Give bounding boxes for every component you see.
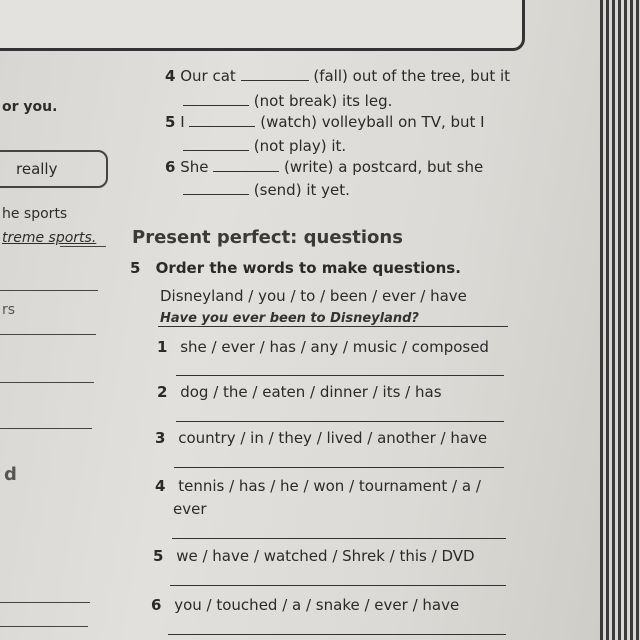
answer-line[interactable] — [176, 421, 504, 422]
item-text: you / touched / a / snake / ever / have — [174, 596, 460, 614]
header-box — [0, 0, 525, 51]
answer-line[interactable] — [168, 634, 506, 635]
task-heading — [130, 259, 461, 277]
exercise-item — [165, 158, 483, 176]
item-cont: (send) it yet. — [253, 181, 350, 199]
item-text: she / ever / has / any / music / composed — [180, 338, 489, 356]
fill-blank — [183, 182, 249, 195]
exercise-item-cont — [183, 137, 346, 155]
question-item — [155, 477, 481, 495]
question-item — [151, 596, 459, 614]
exercise-item-cont — [183, 92, 392, 110]
fill-blank — [241, 68, 309, 81]
item-lead: She — [180, 158, 209, 176]
question-item — [153, 547, 475, 565]
question-item — [157, 338, 489, 356]
item-lead: I — [180, 113, 185, 131]
item-cont: (not break) its leg. — [253, 92, 393, 110]
exercise-item — [165, 67, 510, 85]
left-line — [0, 334, 96, 335]
item-text: we / have / watched / Shrek / this / DVD — [176, 547, 475, 565]
item-number: 3 — [155, 429, 166, 447]
task-number: 5 — [130, 259, 141, 277]
book-page-edges — [600, 0, 640, 640]
item-text: country / in / they / lived / another / have — [178, 429, 488, 447]
item-number: 5 — [153, 547, 164, 565]
exercise-item — [165, 113, 485, 131]
answer-line[interactable] — [170, 585, 506, 586]
fill-blank — [183, 138, 249, 151]
item-lead: Our cat — [180, 67, 236, 85]
fill-blank — [213, 159, 279, 172]
left-rs: rs — [2, 302, 16, 318]
item-rest: (watch) volleyball on TV, but I — [260, 113, 485, 131]
left-d: d — [4, 464, 17, 485]
answer-line — [158, 326, 508, 327]
item-text: tennis / has / he / won / tournament / a / — [178, 477, 481, 495]
task-title: Order the words to make questions. — [155, 259, 461, 277]
exercise-item-cont — [183, 181, 350, 199]
really-label: really — [16, 160, 58, 178]
question-item — [155, 429, 487, 447]
fill-blank — [189, 114, 255, 127]
fill-blank — [183, 93, 249, 106]
left-extreme: treme sports. — [2, 230, 97, 246]
question-item — [157, 383, 442, 401]
item-number: 6 — [151, 596, 162, 614]
answer-line[interactable] — [174, 467, 504, 468]
answer-line[interactable] — [176, 375, 504, 376]
left-line — [0, 382, 94, 383]
item-number: 4 — [155, 477, 166, 495]
question-item-cont: ever — [173, 500, 207, 518]
item-text: dog / the / eaten / dinner / its / has — [180, 383, 442, 401]
answer-line[interactable] — [172, 538, 506, 539]
item-cont: (not play) it. — [253, 137, 347, 155]
item-number: 1 — [157, 338, 168, 356]
item-rest: (fall) out of the tree, but it — [313, 67, 511, 85]
example-words: Disneyland / you / to / been / ever / have — [160, 287, 467, 305]
left-line — [0, 626, 88, 627]
left-line — [0, 290, 98, 291]
left-for-you: or you. — [2, 99, 58, 115]
left-line — [0, 428, 92, 429]
really-pill — [0, 150, 108, 188]
left-sports: he sports — [2, 206, 68, 222]
example-answer: Have you ever been to Disneyland? — [160, 311, 419, 326]
item-number: 4 — [165, 67, 176, 85]
item-rest: (write) a postcard, but she — [284, 158, 484, 176]
item-number: 2 — [157, 383, 168, 401]
section-title: Present perfect: questions — [132, 227, 403, 248]
left-line — [60, 246, 106, 247]
left-line — [0, 602, 90, 603]
item-number: 5 — [165, 113, 176, 131]
item-number: 6 — [165, 158, 176, 176]
